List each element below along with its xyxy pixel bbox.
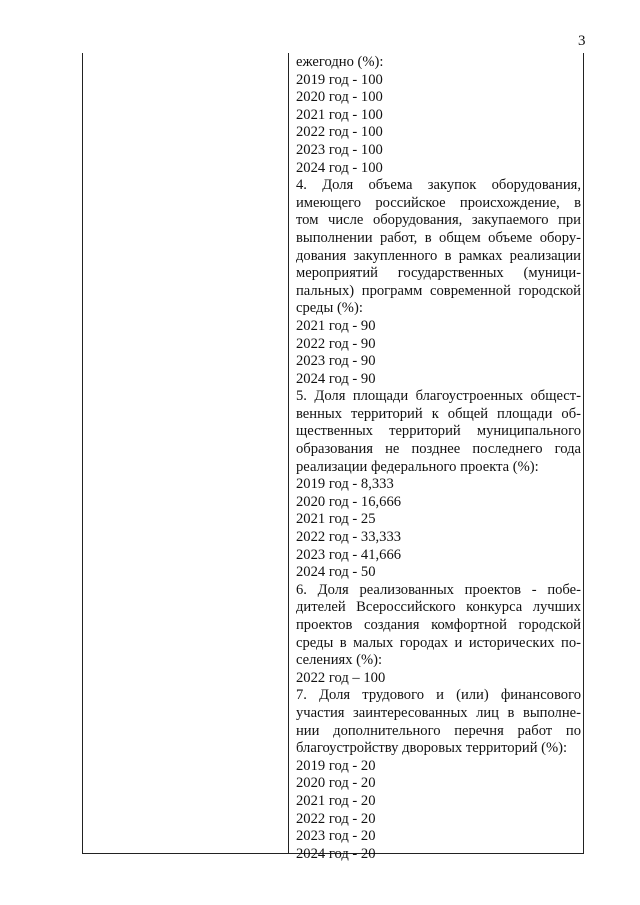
indicator-text-line: венных территорий к общей площади об- xyxy=(296,405,581,422)
year-value: 2024 год - 50 xyxy=(296,564,376,581)
year-value: 2021 год - 100 xyxy=(296,106,383,123)
indicator-text-last-line: селениях (%): xyxy=(296,652,383,669)
indicator-4-text xyxy=(296,177,581,318)
indicator-text-line: дителей Всероссийского конкурса лучших xyxy=(296,599,581,616)
year-value: 2020 год - 16,666 xyxy=(296,493,402,510)
year-value: 2022 год - 20 xyxy=(296,810,376,827)
table-right-column xyxy=(296,54,581,863)
year-value: 2019 год - 100 xyxy=(296,71,383,88)
page-number: 3 xyxy=(578,33,586,49)
indicator-text-line: нии дополнительного перечня работ по xyxy=(296,722,581,739)
indicator-text-line: 5. Доля площади благоустроенных общест- xyxy=(296,388,581,405)
year-value: 2019 год - 20 xyxy=(296,757,376,774)
indicator-text-line: проектов создания комфортной городской xyxy=(296,617,581,633)
indicator-4-years xyxy=(296,318,581,388)
year-value: 2023 год - 20 xyxy=(296,828,376,845)
indicator-text-line: том числе оборудования, закупаемого при xyxy=(296,212,581,229)
year-value: 2024 год - 20 xyxy=(296,845,376,862)
year-value: 2024 год - 100 xyxy=(296,159,383,176)
year-value: 2021 год - 25 xyxy=(296,511,376,528)
indicator-text-last-line: реализации федерального проекта (%): xyxy=(296,458,539,475)
indicator-text-line: 4. Доля объема закупок оборудования, xyxy=(296,177,581,194)
year-value: 2024 год - 90 xyxy=(296,370,376,387)
year-value: 2021 год - 20 xyxy=(296,792,376,809)
indicator-5-text xyxy=(296,388,581,476)
year-value: 2020 год - 20 xyxy=(296,775,376,792)
indicator-text-last-line: благоустройству дворовых территорий (%): xyxy=(296,740,568,757)
year-value: 2020 год - 100 xyxy=(296,89,383,106)
table-left-column xyxy=(83,53,289,853)
indicator-7-years xyxy=(296,758,581,864)
intro-line: ежегодно (%): xyxy=(296,54,384,70)
year-value: 2022 год – 100 xyxy=(296,669,386,686)
indicator-text-line: 7. Доля трудового и (или) финансового xyxy=(296,687,581,704)
indicator-text-last-line: среды (%): xyxy=(296,300,363,317)
indicator-6-years xyxy=(296,670,581,688)
year-value: 2023 год - 100 xyxy=(296,141,383,158)
indicator-5-years xyxy=(296,476,581,582)
indicator-6-text xyxy=(296,582,581,670)
indicator-text-line: мероприятий государственных (муници- xyxy=(296,265,581,282)
indicator-3-years xyxy=(296,72,581,178)
indicator-7-text xyxy=(296,687,581,757)
year-value: 2023 год - 41,666 xyxy=(296,546,402,563)
year-value: 2021 год - 90 xyxy=(296,317,376,334)
indicator-text-line: пальных) программ современной городской xyxy=(296,282,581,299)
year-value: 2022 год - 33,333 xyxy=(296,529,402,546)
indicator-text-line: дования закупленного в рамках реализации xyxy=(296,247,581,264)
year-value: 2023 год - 90 xyxy=(296,353,376,370)
document-table xyxy=(82,53,584,862)
indicator-text-line: щественных территорий муниципального xyxy=(296,423,581,440)
indicator-text-line: образования не позднее последнего года xyxy=(296,441,581,458)
year-value: 2022 год - 90 xyxy=(296,335,376,352)
indicator-text-line: выполнении работ, в общем объеме обору- xyxy=(296,229,581,246)
indicator-text-line: среды в малых городах и исторических по- xyxy=(296,634,581,651)
indicator-text-line: имеющего российское происхождение, в xyxy=(296,194,581,211)
indicator-text-line: 6. Доля реализованных проектов - побе- xyxy=(296,581,581,598)
year-value: 2019 год - 8,333 xyxy=(296,476,394,493)
indicator-text-line: участия заинтересованных лиц в выполне- xyxy=(296,704,581,721)
year-value: 2022 год - 100 xyxy=(296,124,383,141)
